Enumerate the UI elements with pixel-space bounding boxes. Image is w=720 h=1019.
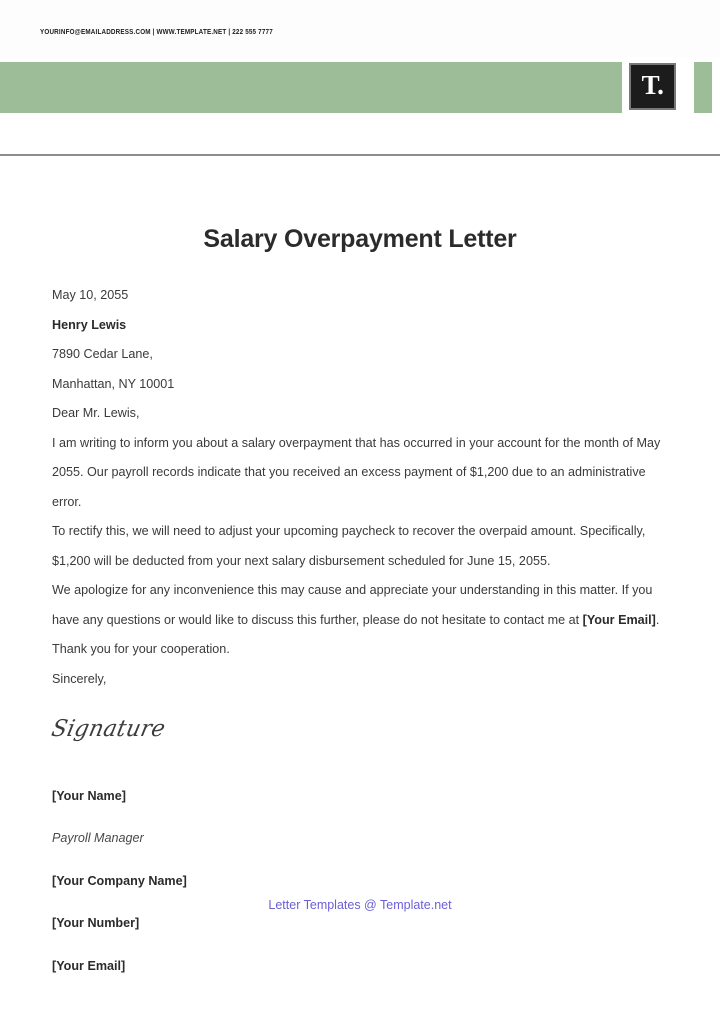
template-net-link[interactable]: Letter Templates @ Template.net — [268, 898, 452, 912]
signoff-company: [Your Company Name] — [52, 873, 187, 888]
signoff-name: [Your Name] — [52, 788, 126, 803]
logo-t-icon: T. — [641, 70, 664, 100]
banner-bar-left — [0, 62, 622, 113]
signature-script: Signature — [49, 716, 168, 742]
letter-body — [0, 225, 720, 994]
letter-text-block — [52, 281, 672, 694]
page-title: Salary Overpayment Letter — [203, 225, 517, 253]
recipient-name: Henry Lewis — [52, 317, 127, 332]
paragraph-overpayment-notice: I am writing to inform you about a salary overpayment that has occurred in your account for the month of May 2055. Our payroll records indicate that you received an excess payment of $1,200 due to an administrative error. — [52, 435, 661, 509]
salutation: Dear Mr. Lewis, — [52, 406, 140, 420]
signoff-block — [52, 781, 672, 981]
signature-area — [49, 716, 720, 768]
signoff-email: [Your Email] — [52, 958, 126, 973]
template-logo — [629, 63, 676, 110]
paragraph-rectification: To rectify this, we will need to adjust your upcoming paycheck to recover the overpaid amount. Specifically, $1,200 will be deducted from your next salary disbursement scheduled for June 15, 2055. — [52, 524, 646, 568]
header-banner-row — [0, 62, 720, 113]
recipient-address-line-1: 7890 Cedar Lane, — [52, 347, 153, 361]
paragraph-apology-email-placeholder: [Your Email] — [582, 612, 656, 627]
signoff-role: Payroll Manager — [52, 831, 144, 846]
thank-you-line: Thank you for your cooperation. — [52, 642, 230, 656]
letter-date: May 10, 2055 — [52, 288, 129, 302]
paragraph-apology — [52, 576, 672, 635]
paragraph-apology-text-after: . — [655, 612, 660, 627]
recipient-address-line-2: Manhattan, NY 10001 — [52, 376, 175, 391]
header-contact-strip — [0, 0, 720, 57]
header-contact-line: YOURINFO@EMAILADDRESS.COM | WWW.TEMPLATE.NET | 222 555 7777 — [40, 28, 273, 37]
banner-bar-right — [694, 62, 712, 113]
signoff-number: [Your Number] — [52, 916, 140, 931]
header-divider — [0, 154, 720, 156]
footer-attribution[interactable] — [0, 898, 720, 912]
paragraph-apology-text-before: We apologize for any inconvenience this may cause and appreciate your understanding in this matter. If you have any questions or would like to discuss this further, please do not hesitate to contact me at — [52, 583, 653, 627]
closing-line: Sincerely, — [52, 671, 107, 686]
